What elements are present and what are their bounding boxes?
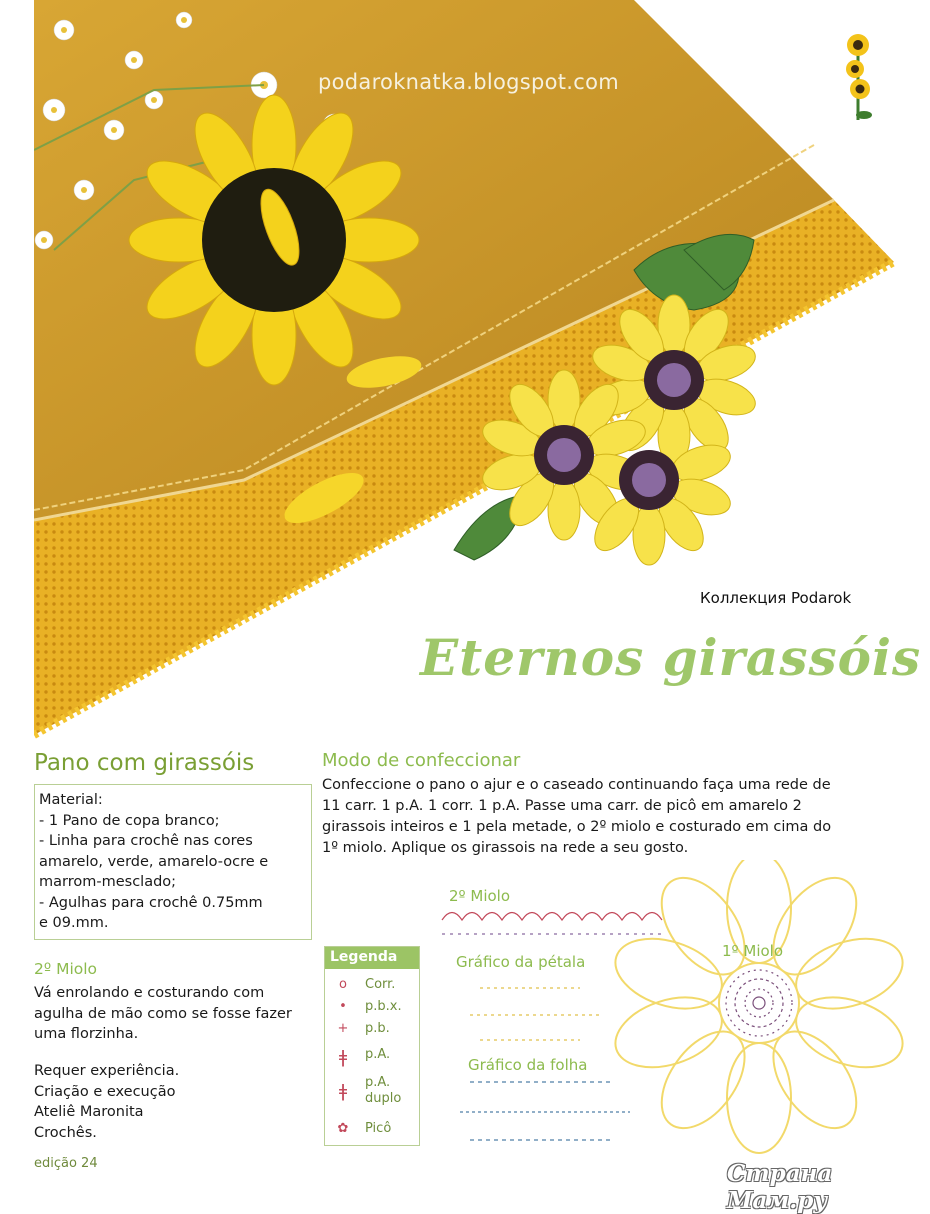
legend-label: Corr. bbox=[365, 977, 396, 992]
legend-label bbox=[365, 1075, 401, 1107]
chain-stitch-icon: o bbox=[339, 977, 347, 992]
site-url: podaroknatka.blogspot.com bbox=[318, 70, 620, 94]
text-line: Requer experiência. bbox=[34, 1063, 180, 1079]
miolo1-diagram-label: 1º Miolo bbox=[722, 942, 784, 960]
modo-text bbox=[322, 775, 882, 859]
text-line: agulha de mão como se fosse fazer bbox=[34, 1005, 292, 1022]
page-title: Eternos girassóis bbox=[420, 628, 922, 687]
text-line: Confeccione o pano o ajur e o caseado continuando faça uma rede de bbox=[322, 777, 831, 793]
section-title-pano: Pano com girassóis bbox=[34, 750, 255, 776]
miolo2-title: 2º Miolo bbox=[34, 960, 98, 978]
material-line: - Agulhas para crochê 0.75mm bbox=[39, 894, 263, 911]
edition-label: edição 24 bbox=[34, 1156, 98, 1171]
section-title-modo: Modo de confeccionar bbox=[322, 750, 521, 771]
watermark: Страна Мам.ру bbox=[727, 1160, 833, 1214]
collection-credit: Коллекция Podarok bbox=[700, 589, 852, 607]
legend-title: Legenda bbox=[325, 947, 419, 969]
text-line: Vá enrolando e costurando com bbox=[34, 985, 265, 1001]
picot-icon: ✿ bbox=[337, 1121, 349, 1136]
text-line: Crochês. bbox=[34, 1124, 97, 1141]
text-line: 1º miolo. Aplique os girassois na rede a seu gosto. bbox=[322, 840, 689, 856]
text-line: uma florzinha. bbox=[34, 1026, 139, 1042]
double-crochet-icon: ǂ bbox=[338, 1047, 348, 1068]
material-line: - Linha para crochê nas cores bbox=[39, 833, 253, 849]
material-line: Material: bbox=[39, 792, 103, 808]
legend-label-line: p.A. bbox=[365, 1075, 391, 1090]
legend-label: p.A. bbox=[365, 1047, 391, 1062]
text-line: Criação e execução bbox=[34, 1083, 176, 1100]
legend-label: Picô bbox=[365, 1121, 392, 1136]
material-line: e 09.mm. bbox=[39, 915, 109, 931]
legend-box bbox=[324, 946, 420, 1146]
text-line: 11 carr. 1 p.A. 1 corr. 1 p.A. Passe uma carr. de picô em amarelo 2 bbox=[322, 798, 802, 814]
material-box bbox=[34, 784, 312, 940]
miolo2-text bbox=[34, 983, 324, 1045]
material-line: amarelo, verde, amarelo-ocre e bbox=[39, 853, 269, 870]
text-line: girassois inteiros e 1 pela metade, o 2º miolo e costurado em cima do bbox=[322, 819, 832, 835]
text-line: Ateliê Maronita bbox=[34, 1104, 144, 1120]
slip-stitch-icon: • bbox=[339, 999, 347, 1014]
legend-label-line: duplo bbox=[365, 1091, 402, 1106]
crochet-diagrams bbox=[430, 860, 920, 1160]
material-line: - 1 Pano de copa branco; bbox=[39, 812, 220, 829]
legend-label: p.b.x. bbox=[365, 999, 402, 1014]
material-line: marrom-mesclado; bbox=[39, 874, 177, 890]
single-crochet-icon: + bbox=[337, 1021, 349, 1036]
legend-label: p.b. bbox=[365, 1021, 390, 1036]
credits bbox=[34, 1061, 179, 1143]
petal-chart-label: Gráfico da pétala bbox=[456, 953, 586, 971]
treble-crochet-icon: ǂ bbox=[338, 1081, 348, 1102]
miolo2-diagram-label: 2º Miolo bbox=[449, 887, 511, 905]
leaf-chart-label: Gráfico da folha bbox=[468, 1056, 588, 1074]
